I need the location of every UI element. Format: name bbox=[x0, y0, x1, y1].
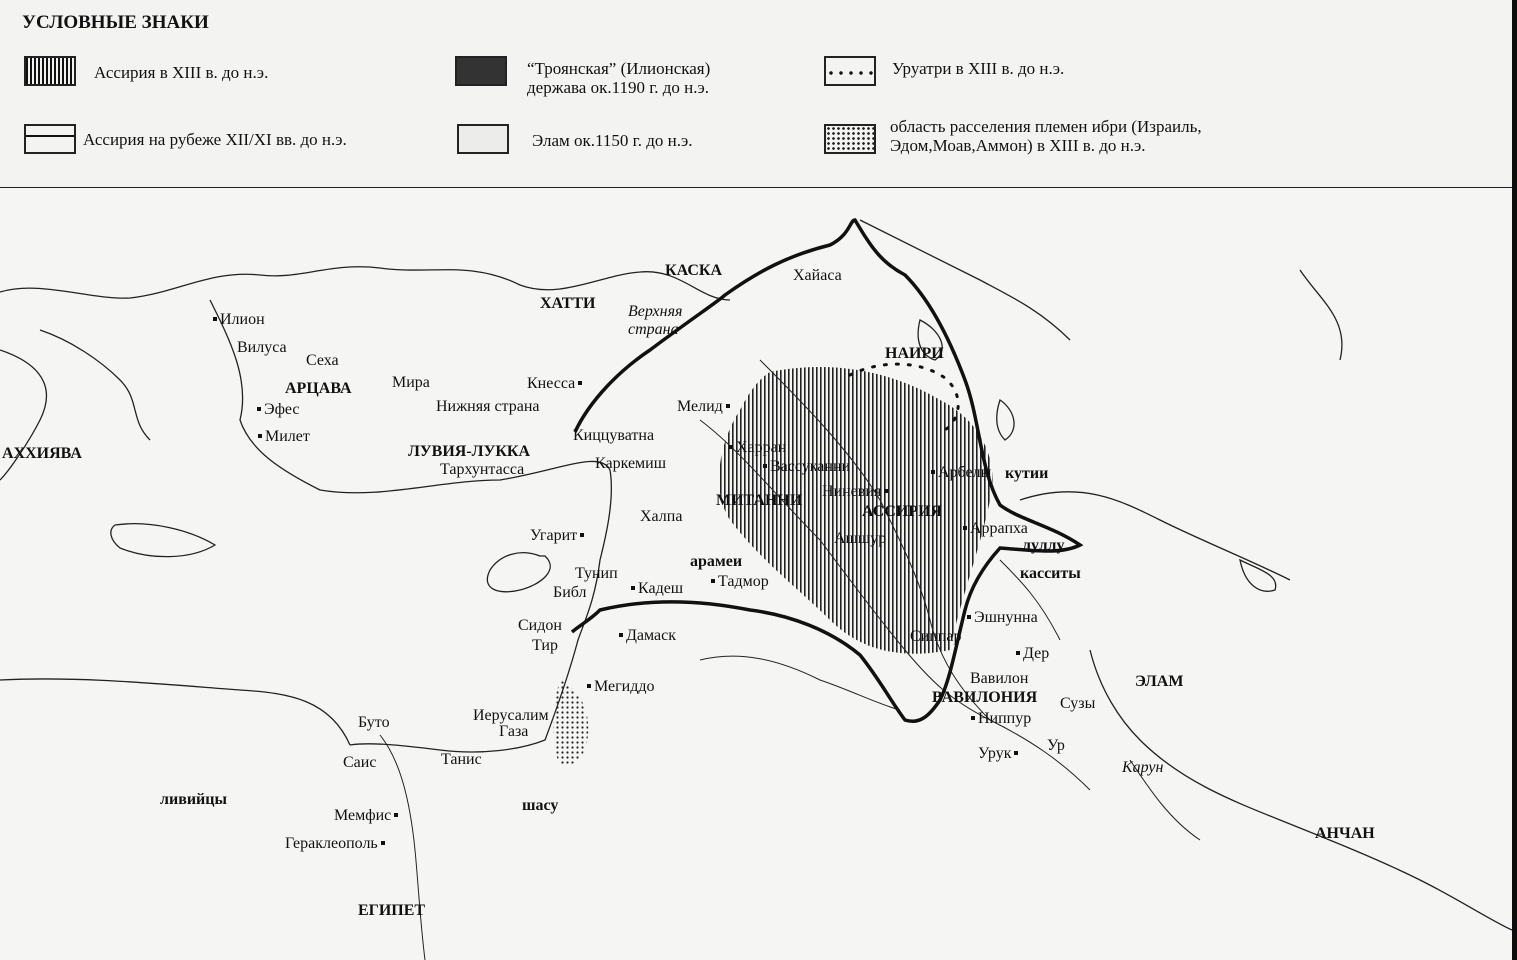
label-ilion: Илион bbox=[210, 312, 265, 328]
legend-swatch-dark bbox=[455, 56, 507, 86]
label-kadesh: Кадеш bbox=[628, 581, 683, 597]
label-karun: Карун bbox=[1122, 759, 1164, 776]
label-mira: Мира bbox=[392, 374, 430, 391]
legend-panel bbox=[0, 0, 1512, 188]
label-luvia-lukka: ЛУВИЯ-ЛУККА bbox=[408, 443, 531, 460]
label-gaza: Газа bbox=[499, 723, 529, 740]
legend-swatch-light bbox=[457, 124, 509, 154]
label-memphis: Мемфис bbox=[334, 808, 401, 824]
label-byblos: Библ bbox=[553, 584, 587, 601]
label-tunip: Тунип bbox=[575, 565, 618, 582]
label-kutii: кутии bbox=[1005, 465, 1049, 482]
label-jerusalem: Иерусалим bbox=[473, 707, 549, 724]
label-sippar: Сиппар bbox=[910, 628, 962, 645]
label-ahhiyawa: АХХИЯВА bbox=[2, 445, 82, 462]
label-tanis: Танис bbox=[441, 751, 482, 768]
label-melid: Мелид bbox=[677, 399, 733, 415]
label-carchemish: Каркемиш bbox=[595, 455, 667, 472]
legend-label-elam: Элам ок.1150 г. до н.э. bbox=[532, 131, 693, 150]
label-assyria: АССИРИЯ bbox=[862, 503, 943, 520]
label-sais: Саис bbox=[343, 754, 377, 771]
label-shasu: шасу bbox=[522, 797, 559, 814]
legend-swatch-dots bbox=[824, 56, 876, 86]
legend-swatch-line bbox=[24, 124, 76, 154]
label-ephesus: Эфес bbox=[254, 402, 300, 418]
legend-swatch-grid bbox=[824, 124, 876, 154]
label-arameans: арамеи bbox=[690, 553, 743, 570]
label-babylonia: ВАВИЛОНИЯ bbox=[932, 689, 1038, 706]
label-buto: Буто bbox=[358, 714, 390, 731]
label-der: Дер bbox=[1013, 646, 1049, 662]
label-harran: Харран bbox=[726, 440, 786, 456]
label-wilusa: Вилуса bbox=[237, 339, 287, 356]
label-halpa: Халпа bbox=[640, 508, 683, 525]
label-lower-land: Нижняя страна bbox=[436, 398, 540, 415]
label-lullu: луллу bbox=[1022, 537, 1065, 554]
legend-label-troy-1: “Троянская” (Илионская) bbox=[527, 59, 711, 78]
legend-label-ibri-1: область расселения племен ибри (Израиль, bbox=[890, 117, 1202, 136]
legend-swatch-hatch bbox=[24, 56, 76, 86]
label-knessa: Кнесса bbox=[527, 376, 585, 392]
label-mitanni: МИТАННИ bbox=[716, 492, 803, 509]
label-uruk: Урук bbox=[978, 746, 1021, 762]
label-tadmor: Тадмор bbox=[708, 574, 769, 590]
label-nineveh: Ниневия bbox=[822, 484, 891, 500]
label-ur: Ур bbox=[1047, 737, 1065, 754]
label-hatti: ХАТТИ bbox=[540, 295, 596, 312]
label-libyans: ливийцы bbox=[160, 791, 227, 808]
label-kizzuwatna: Киццуватна bbox=[573, 427, 655, 444]
label-nairi: НАИРИ bbox=[885, 345, 944, 362]
ibri-area bbox=[553, 680, 588, 766]
label-babylon: Вавилон bbox=[970, 670, 1029, 687]
label-kaska: КАСКА bbox=[665, 262, 723, 279]
label-tarhuntassa: Тархунтасса bbox=[440, 461, 525, 478]
label-washshukanni: Вассуканни bbox=[760, 459, 850, 475]
legend-label-ibri-2: Эдом,Моав,Аммон) в XIII в. до н.э. bbox=[890, 136, 1146, 155]
label-anchan: АНЧАН bbox=[1315, 825, 1375, 842]
label-herakleopolis: Гераклеополь bbox=[285, 836, 388, 852]
label-miletus: Милет bbox=[255, 429, 310, 445]
label-megiddo: Мегиддо bbox=[584, 679, 655, 695]
label-arzawa: АРЦАВА bbox=[285, 380, 352, 397]
label-susa: Сузы bbox=[1060, 695, 1096, 712]
legend-label-troy-2: держава ок.1190 г. до н.э. bbox=[527, 78, 710, 97]
label-ugarit: Угарит bbox=[530, 528, 587, 544]
label-egypt: ЕГИПЕТ bbox=[358, 902, 426, 919]
legend-label-uruatri: Уруатри в XIII в. до н.э. bbox=[892, 59, 1065, 78]
label-eshnunna: Эшнунна bbox=[964, 610, 1038, 626]
label-upper-land: Верхняя страна bbox=[628, 303, 683, 338]
legend-label-assyria-12-11: Ассирия на рубеже XII/XI вв. до н.э. bbox=[83, 130, 347, 149]
label-elam-region: ЭЛАМ bbox=[1135, 673, 1184, 690]
legend-label-assyria-13: Ассирия в XIII в. до н.э. bbox=[94, 63, 269, 82]
label-nippur: Ниппур bbox=[968, 711, 1031, 727]
label-ashur: Ашшур bbox=[834, 530, 887, 547]
label-seha: Сеха bbox=[306, 352, 339, 369]
map-area bbox=[0, 188, 1512, 960]
label-arbela: Арбелы bbox=[928, 465, 991, 481]
label-damascus: Дамаск bbox=[616, 628, 676, 644]
label-tyre: Тир bbox=[532, 637, 558, 654]
label-hayasa: Хайаса bbox=[793, 267, 842, 284]
label-kassites: касситы bbox=[1020, 565, 1081, 582]
label-sidon: Сидон bbox=[518, 617, 562, 634]
legend-title: УСЛОВНЫЕ ЗНАКИ bbox=[22, 12, 209, 33]
label-arrapha: Аррапха bbox=[960, 521, 1028, 537]
